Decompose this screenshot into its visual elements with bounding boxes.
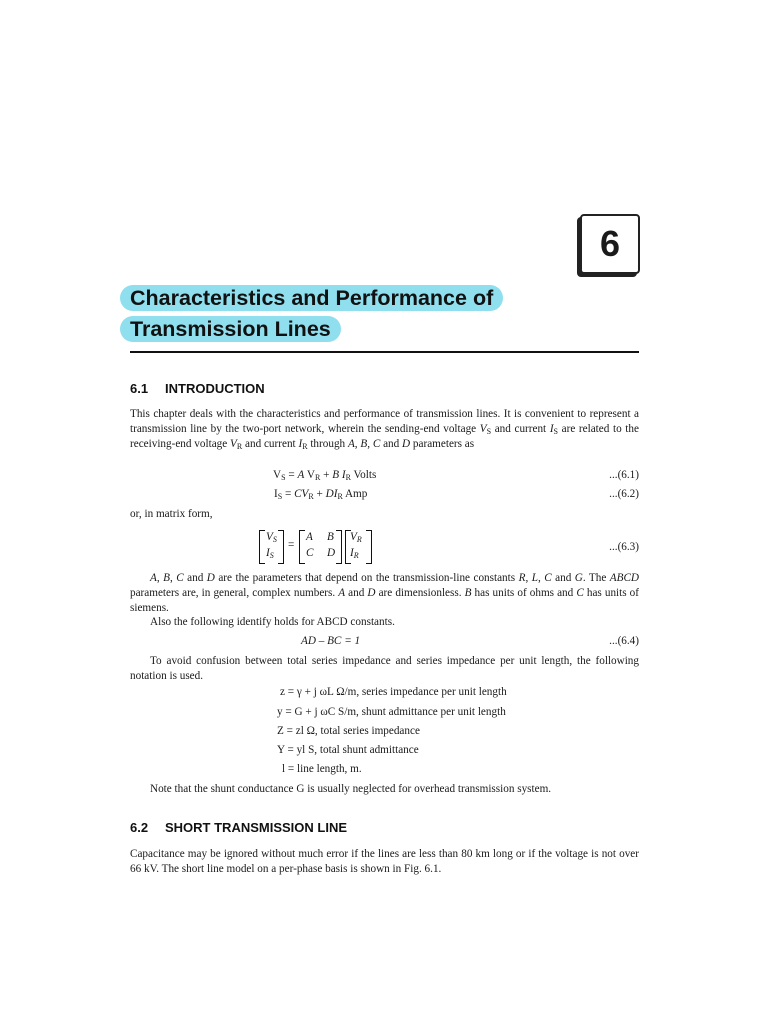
matrix-cell: $V_S$ [266, 531, 277, 544]
matrix-cell: A [306, 531, 313, 543]
equation-6-2: $I_S = CV_R + DI_R$ Amp [274, 488, 368, 501]
matrix-cell: $I_R$ [350, 547, 359, 560]
equation-number: ...(6.2) [609, 488, 639, 500]
equation-number: ...(6.4) [609, 635, 639, 647]
matrix-cell: $I_S$ [266, 547, 274, 560]
equation-6-1: $V_S = A$ $V_R + B$ $I_R$ Volts [273, 469, 377, 482]
matrix-bracket [366, 530, 372, 564]
notation-item: z = γ + j ωL Ω/m, series impedance per unit length [280, 686, 507, 698]
matrix-cell: $V_R$ [350, 531, 362, 544]
matrix-cell: B [327, 531, 334, 543]
matrix-bracket [299, 530, 305, 564]
chapter-number: 6 [599, 223, 621, 264]
capacitance-paragraph: Capacitance may be ignored without much error if the lines are less than 80 km long or if the voltage is not over 66 kV. The short line model on a per-phase basis is shown in Fig. 6.1. [130, 848, 639, 875]
notation-item: Z = zl Ω, total series impedance [277, 725, 420, 737]
section-heading-short-line: 6.2 SHORT TRANSMISSION LINE [130, 820, 348, 835]
abcd-paragraph: A, B, C and D are the parameters that depend on the transmission-line constants R, L, C and G. The ABCD parameters are, in general, complex numbers. A and D are dimensionless. B has units of ohms and C has units of siemens. [130, 572, 640, 614]
notation-intro-paragraph: To avoid confusion between total series impedance and series impedance per unit length, the following notation is used. [130, 655, 639, 682]
note-paragraph: Note that the shunt conductance G is usually neglected for overhead transmission system. [150, 783, 552, 795]
matrix-cell: C [306, 547, 314, 559]
equals-sign: = [288, 539, 295, 551]
identity-text: Also the following identify holds for ABCD constants. [150, 616, 395, 628]
chapter-title-line-2: Transmission Lines [120, 316, 341, 342]
equation-number: ...(6.3) [609, 541, 639, 553]
notation-item: Y = yl S, total shunt admittance [277, 744, 419, 756]
chapter-title-line-1: Characteristics and Performance of [120, 285, 503, 311]
matrix-bracket [259, 530, 265, 564]
matrix-bracket [278, 530, 284, 564]
matrix-form-text: or, in matrix form, [130, 508, 213, 520]
equation-number: ...(6.1) [609, 469, 639, 481]
notation-item: y = G + j ωC S/m, shunt admittance per unit length [277, 706, 506, 718]
chapter-number-box [580, 214, 640, 274]
title-rule [130, 351, 639, 353]
matrix-cell: D [327, 547, 336, 559]
section-heading-intro: 6.1 INTRODUCTION [130, 381, 265, 396]
notation-item: l = line length, m. [282, 763, 362, 775]
intro-paragraph: This chapter deals with the characteristics and performance of transmission lines. It is convenient to represent a transmission line by the two-port network, wherein the sending-end voltage $V_S$ and current $I_S$ are related to the receiving-end voltage $V_R$ and current $I_R$ through A, B, C and D parameters as [130, 408, 639, 451]
matrix-bracket [336, 530, 342, 564]
equation-6-4: AD – BC = 1 [301, 635, 361, 647]
